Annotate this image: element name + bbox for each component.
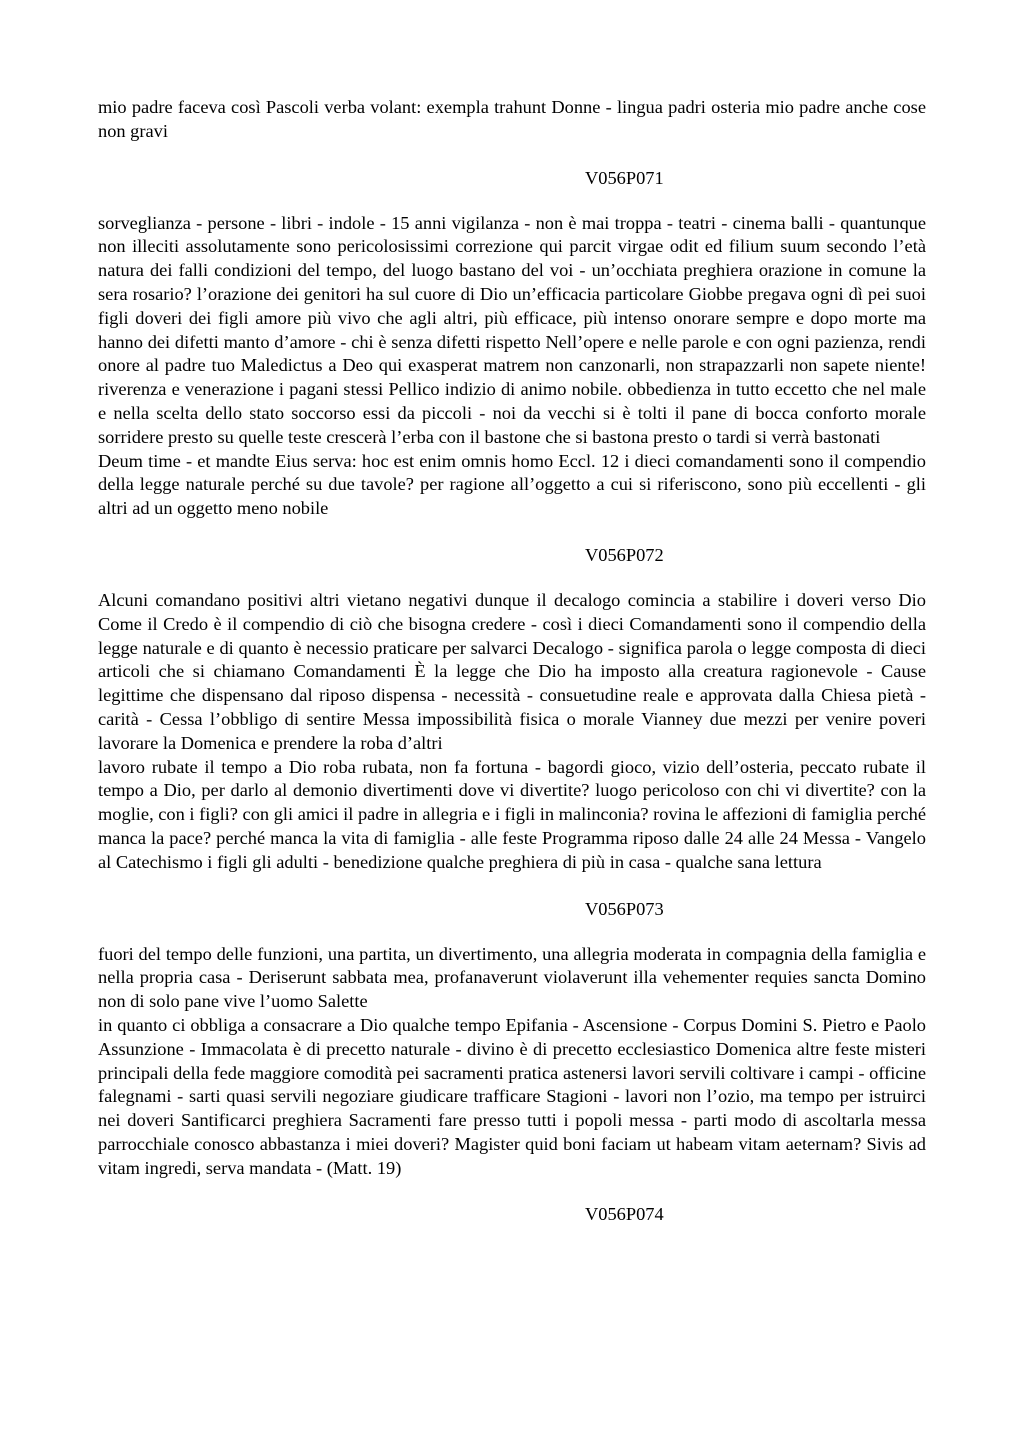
document-page xyxy=(98,96,926,1248)
paragraph-sorveglianza: sorveglianza - persone - libri - indole - 15 anni vigilanza - non è mai troppa - teatri - cinema balli - quantunque non illeciti assolutamente sono pericolosissimi correzione qui parcit virgae odit ed filium suum secondo l’età natura dei falli condizioni del tempo, del luogo bastano del voi - un’occhiata preghiera orazione in comune la sera rosario? l’orazione dei genitori ha sul cuore di Dio un’efficacia particolare Giobbe pregava ogni dì pei suoi figli doveri dei figli amore più vivo che agli altri, più efficace, più intenso onorare sempre e dopo morte ma hanno dei difetti manto d’amore - chi è senza difetti rispetto Nell’opere e nelle parole e con ogni pazienza, rendi onore al padre tuo Maledictus a Deo qui exasperat matrem non canzonarli, non strapazzarli non sapete niente! riverenza e venerazione i pagani stessi Pellico indizio di animo nobile. obbedienza in tutto eccetto che nel male e nella scelta dello stato soccorso essi da piccoli - noi da vecchi si è tolti il pane di bocca conforto morale sorridere presto su quelle teste crescerà l’erba con il bastone che si bastona presto o tardi si verrà bastonati Deum time - et mandte Eius serva: hoc est enim omnis homo Eccl. 12 i dieci comandamenti sono il compendio della legge naturale perché su due tavole? per ragione all’oggetto a cui si riferiscono, sono più eccellenti - gli altri ad un oggetto meno nobile xyxy=(98,212,926,519)
page-marker-v056p074: V056P074 xyxy=(585,1204,664,1225)
paragraph-funzioni: fuori del tempo delle funzioni, una partita, un divertimento, una allegria moderata in compagnia della famiglia e nella propria casa - Deriserunt sabbata mea, profanaverunt violaverunt illa vehementer requies sancta Domino non di solo pane vive l’uomo Salette in quanto ci obbliga a consacrare a Dio qualche tempo Epifania - Ascensione - Corpus Domini S. Pietro e Paolo Assunzione - Immacolata è di precetto naturale - divino è di precetto ecclesiastico Domenica altre feste misteri principali della fede maggiore comodità pei sacramenti pratica astenersi lavori servili coltivare i campi - officine falegnami - sarti quasi servili negoziare giudicare trafficare Stagioni - lavori non l’ozio, ma tempo per istruirci nei doveri Santificarci preghiera Sacramenti fare presso tutti i popoli messa - parti modo di ascoltarla messa parrocchiale conosco abbastanza i miei doveri? Magister quid boni faciam ut habeam vitam aeternam? Sivis ad vitam ingredi, serva mandata - (Matt. 19) xyxy=(98,943,926,1178)
page-marker-v056p071: V056P071 xyxy=(585,167,664,188)
paragraph-decalogo: Alcuni comandano positivi altri vietano negativi dunque il decalogo comincia a stabilire i doveri verso Dio Come il Credo è il compendio di ciò che bisogna credere - così i dieci Comandamenti sono il compendio della legge naturale e di quanto è necessio praticare per salvarci Decalogo - significa parola o legge composta di dieci articoli che si chiamano Comandamenti È la legge che Dio ha imposto alla creatura ragionevole - Cause legittime che dispensano dal riposo dispensa - necessità - consuetudine reale e approvata dalla Chiesa pietà - carità - Cessa l’obbligo di sentire Messa impossibilità fisica o morale Vianney due mezzi per venire poveri lavorare la Domenica e prendere la roba d’altri lavoro rubate il tempo a Dio roba rubata, non fa fortuna - bagordi gioco, vizio dell’osteria, peccato rubate il tempo a Dio, per darlo al demonio divertimenti dove vi divertite? luogo pericoloso con chi vi divertite? con la moglie, con i figli? con gli amici il padre in allegria e i figli in malinconia? rovina le affezioni di famiglia perché manca la pace? perché manca la vita di famiglia - alle feste Programma riposo dalle 24 alle 24 Messa - Vangelo al Catechismo i figli gli adulti - benedizione qualche preghiera di più in casa - qualche sana lettura xyxy=(98,589,926,872)
page-marker-v056p072: V056P072 xyxy=(585,544,664,565)
paragraph-intro: mio padre faceva così Pascoli verba volant: exempla trahunt Donne - lingua padri osteria mio padre anche cose non gravi xyxy=(98,97,926,141)
page-marker-v056p073: V056P073 xyxy=(585,898,664,919)
